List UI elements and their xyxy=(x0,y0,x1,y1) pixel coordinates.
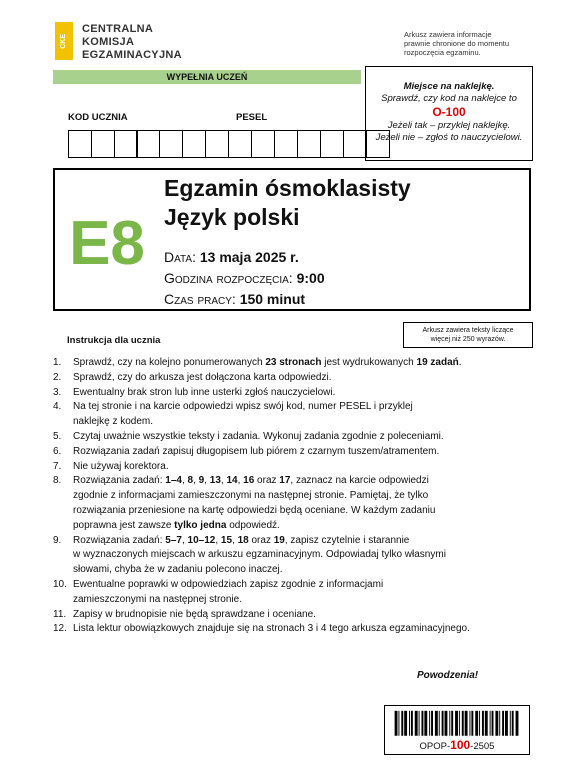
barcode-bar xyxy=(492,711,494,736)
pesel-box[interactable] xyxy=(159,130,183,158)
barcode-bar xyxy=(451,711,453,736)
instruction-text: Ewentualne poprawki w odpowiedziach zapisz zgodnie z informacjami zamieszczonymi na następnej stronie. xyxy=(73,578,384,605)
instruction-number: 2. xyxy=(53,371,62,383)
kod-box[interactable] xyxy=(114,130,138,158)
instruction-text: Rozwiązania zadań: 5–7, 10–12, 15, 18 oraz 19, zapisz czytelnie i starannie w wyznaczonych miejscach w arkuszu egzaminacyjnym. Odpowiadaj tylko własnymi słowami, chyba że w zadaniu polecono inaczej. xyxy=(73,534,446,576)
barcode-bar xyxy=(485,711,488,736)
instruction-item xyxy=(53,386,543,401)
instruction-item xyxy=(53,371,543,386)
pesel-label: PESEL xyxy=(236,112,268,123)
barcode-bar xyxy=(495,711,498,736)
instruction-text: Sprawdź, czy na kolejno ponumerowanych 23 stronach jest wydrukowanych 19 zadań. xyxy=(73,357,462,368)
instruction-item xyxy=(53,474,543,533)
barcode-bar xyxy=(409,711,410,736)
barcode-bar xyxy=(411,711,413,736)
barcode-code: 100 xyxy=(450,738,471,752)
instruction-item xyxy=(53,622,543,637)
pesel-box[interactable] xyxy=(228,130,252,158)
words-note-line-1: Arkusz zawiera teksty liczące xyxy=(422,327,514,334)
barcode-number xyxy=(384,738,530,752)
instruction-number: 7. xyxy=(53,460,62,472)
instruction-item xyxy=(53,608,543,623)
instruction-text: Lista lektur obowiązkowych znajduje się na stronach 3 i 4 tego arkusza egzaminacyjnego. xyxy=(73,623,470,635)
e8-logo-icon xyxy=(62,212,152,269)
logo-line-1: CENTRALNA xyxy=(82,23,154,35)
secret-notice xyxy=(404,30,509,57)
pesel-box[interactable] xyxy=(182,130,206,158)
sticker-no-text: Jeżeli nie – zgłoś to nauczycielowi. xyxy=(375,132,523,143)
instruction-text: Nie używaj korektora. xyxy=(73,460,169,472)
exam-time-value: 9:00 xyxy=(296,270,325,286)
instruction-number: 8. xyxy=(53,475,62,487)
barcode-bar xyxy=(455,711,458,736)
barcode-bar xyxy=(510,711,511,736)
barcode-bar xyxy=(404,711,407,736)
barcode-bar xyxy=(421,711,423,736)
exam-time xyxy=(164,268,325,289)
instruction-number: 12. xyxy=(53,623,67,635)
exam-duration xyxy=(164,289,325,310)
barcode-bar xyxy=(471,711,473,736)
secret-notice-line-1: Arkusz zawiera informacje xyxy=(404,30,492,39)
pesel-box[interactable] xyxy=(205,130,229,158)
barcode-bar xyxy=(442,711,444,736)
exam-duration-value: 150 minut xyxy=(239,291,306,307)
instruction-item xyxy=(53,430,543,445)
instruction-text: Na tej stronie i na karcie odpowiedzi wpisz swój kod, numer PESEL i przyklej naklejkę z kodem. xyxy=(73,401,413,428)
logo-line-3: EGZAMINACYJNA xyxy=(82,49,182,61)
instructions-title: Instrukcja dla ucznia xyxy=(67,335,161,346)
instruction-item xyxy=(53,460,543,475)
instructions-list xyxy=(53,356,543,637)
exam-date-label: Data: xyxy=(164,249,196,265)
sticker-check-text: Sprawdź, czy kod na naklejce to xyxy=(381,93,517,104)
instruction-text: Rozwiązania zadań: 1–4, 8, 9, 13, 14, 16 oraz 17, zaznacz na karcie odpowiedzi zgodnie z informacjami zamieszczonymi na następnej stronie. Pamiętaj, że tylko rozwiązania przeniesione na kartę odpowiedzi będą oceniane. W każdym zadaniu poprawna jest zawsze tylko jedna odpowiedź. xyxy=(73,475,436,531)
secret-notice-line-2: prawnie chronione do momentu xyxy=(404,39,510,48)
cke-logo-text xyxy=(82,23,182,62)
kod-box[interactable] xyxy=(68,130,92,158)
barcode-bar xyxy=(499,711,500,736)
barcode-bar xyxy=(424,711,427,736)
instruction-item xyxy=(53,356,543,371)
secret-notice-line-3: rozpoczęcia egzaminu. xyxy=(404,48,481,57)
barcode-bar xyxy=(439,711,440,736)
instruction-text: Czytaj uważnie wszystkie teksty i zadania. Wykonuj zadania zgodnie z poleceniami. xyxy=(73,430,444,442)
instruction-number: 6. xyxy=(53,445,62,457)
barcode-bar xyxy=(415,711,418,736)
exam-title xyxy=(164,174,411,232)
exam-title-line-1: Egzamin ósmoklasisty xyxy=(164,175,411,201)
logo-mark-text: CKE xyxy=(60,33,67,49)
cke-logo-icon xyxy=(55,22,73,60)
barcode-suffix: -2505 xyxy=(470,741,495,752)
good-luck-text: Powodzenia! xyxy=(417,670,479,681)
barcode-bar xyxy=(431,711,433,736)
instruction-item xyxy=(53,578,543,608)
barcode-bar xyxy=(445,711,448,736)
instruction-text: Ewentualny brak stron lub inne usterki zgłoś nauczycielowi. xyxy=(73,386,336,398)
barcode-bar xyxy=(401,711,403,736)
barcode-bar xyxy=(435,711,438,736)
fill-by-student-header: WYPEŁNIA UCZEŃ xyxy=(53,70,361,84)
kod-ucznia-boxes[interactable] xyxy=(68,130,137,158)
barcode-bar xyxy=(395,711,398,736)
barcode-bar xyxy=(459,711,460,736)
barcode-bar xyxy=(502,711,504,736)
sticker-title: Miejsce na naklejkę. xyxy=(403,81,495,92)
instruction-text: Zapisy w brudnopisie nie będą sprawdzane i oceniane. xyxy=(73,608,316,620)
barcode-bar xyxy=(449,711,450,736)
barcode-bar xyxy=(465,711,468,736)
sticker-area[interactable] xyxy=(365,66,533,161)
words-note-line-2: więcej niż 250 wyrazów. xyxy=(430,336,506,343)
barcode-bar xyxy=(490,711,491,736)
exam-time-label: Godzina rozpoczęcia: xyxy=(164,270,293,286)
instruction-number: 9. xyxy=(53,534,62,546)
exam-duration-label: Czas pracy: xyxy=(164,291,236,307)
instruction-item xyxy=(53,445,543,460)
barcode-bar xyxy=(482,711,484,736)
pesel-box[interactable] xyxy=(343,130,367,158)
barcode-prefix: OPOP- xyxy=(419,741,451,752)
barcode-bar xyxy=(462,711,464,736)
barcode-bar xyxy=(512,711,514,736)
kod-ucznia-label: KOD UCZNIA xyxy=(68,112,128,123)
pesel-boxes[interactable] xyxy=(136,130,389,158)
instruction-text: Sprawdź, czy do arkusza jest dołączona karta odpowiedzi. xyxy=(73,371,332,383)
barcode-bar xyxy=(516,711,519,736)
instruction-item xyxy=(53,534,543,578)
barcode-bar xyxy=(505,711,508,736)
instruction-number: 1. xyxy=(53,357,62,368)
exam-date xyxy=(164,247,325,268)
sticker-yes-text: Jeżeli tak – przyklej naklejkę. xyxy=(387,120,511,131)
barcode-bar xyxy=(475,711,478,736)
pesel-box[interactable] xyxy=(297,130,321,158)
pesel-box[interactable] xyxy=(274,130,298,158)
kod-box[interactable] xyxy=(91,130,115,158)
instruction-text: Rozwiązania zadań zapisuj długopisem lub piórem z czarnym tuszem/atramentem. xyxy=(73,445,440,457)
exam-date-value: 13 maja 2025 r. xyxy=(199,249,299,265)
words-note xyxy=(403,322,533,348)
barcode-bar xyxy=(429,711,430,736)
instruction-number: 11. xyxy=(53,608,67,620)
barcode-bar xyxy=(398,711,399,736)
instruction-number: 3. xyxy=(53,386,62,398)
instruction-number: 5. xyxy=(53,430,62,442)
exam-meta xyxy=(164,247,325,310)
logo-line-2: KOMISJA xyxy=(82,36,135,48)
pesel-box[interactable] xyxy=(136,130,160,158)
pesel-box[interactable] xyxy=(251,130,275,158)
sticker-code: O-100 xyxy=(432,105,466,119)
instruction-item xyxy=(53,400,543,430)
barcode-bar xyxy=(419,711,420,736)
barcode-bar xyxy=(469,711,470,736)
pesel-box[interactable] xyxy=(320,130,344,158)
barcode-bar xyxy=(479,711,480,736)
instruction-number: 4. xyxy=(53,401,62,413)
e8-logo-text: E8 xyxy=(69,212,145,269)
exam-subject: Język polski xyxy=(164,204,300,230)
instruction-number: 10. xyxy=(53,578,67,590)
